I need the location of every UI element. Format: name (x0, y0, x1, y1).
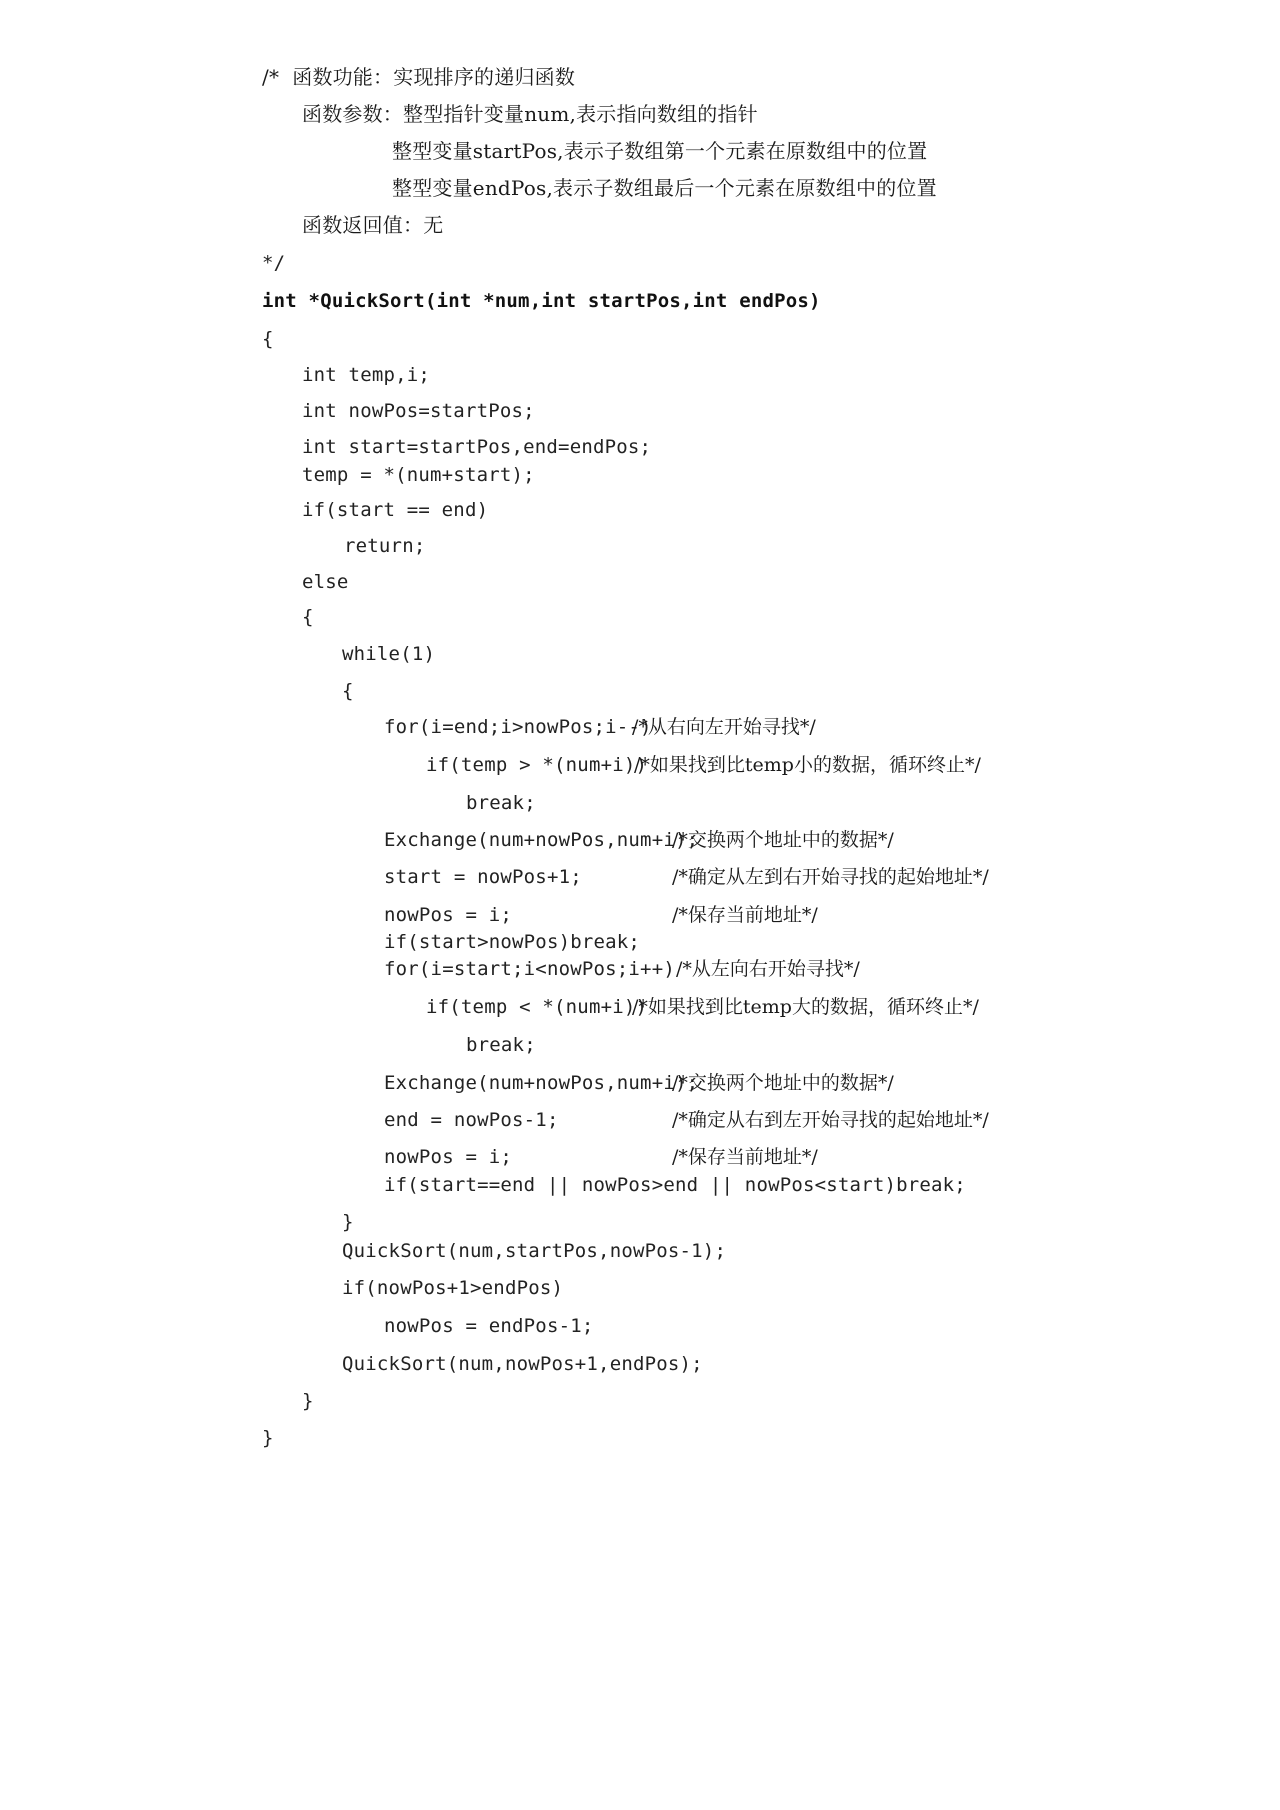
comment-for-left-to-right: /*从左向右开始寻找*/ (676, 958, 860, 980)
function-signature: int *QuickSort(int *num,int startPos,int endPos) (262, 290, 821, 312)
comment-param-endpos: 整型变量endPos,表示子数组最后一个元素在原数组中的位置 (392, 176, 937, 200)
code-line-if-break-1: if(start>nowPos)break; (384, 931, 641, 953)
code-line-break-2: break; (466, 1034, 536, 1056)
brace-close-else: } (302, 1390, 314, 1412)
code-line-if-equal: if(start == end) (302, 499, 489, 521)
brace-open-function: { (262, 328, 274, 350)
brace-close-function: } (262, 1427, 274, 1449)
brace-open-while: { (342, 680, 354, 702)
comment-for-right-to-left: /*从右向左开始寻找*/ (632, 716, 816, 738)
code-line-exchange-2: Exchange(num+nowPos,num+i); (384, 1072, 699, 1094)
code-line-if-larger: if(temp < *(num+i)) (426, 996, 648, 1018)
code-line-quicksort-right: QuickSort(num,nowPos+1,endPos); (342, 1353, 703, 1375)
code-line-start-set: start = nowPos+1; (384, 866, 582, 888)
code-line-for-right-to-left: for(i=end;i>nowPos;i--) (384, 716, 652, 738)
code-line-exchange-1: Exchange(num+nowPos,num+i); (384, 829, 699, 851)
comment-nowpos-1: /*保存当前地址*/ (672, 904, 818, 926)
code-line-decl-start-end: int start=startPos,end=endPos; (302, 436, 652, 458)
code-line-nowpos-3: nowPos = endPos-1; (384, 1315, 594, 1337)
comment-end-set: /*确定从右到左开始寻找的起始地址*/ (672, 1109, 989, 1131)
code-line-break-1: break; (466, 792, 536, 814)
comment-if-smaller: /*如果找到比temp小的数据，循环终止*/ (634, 754, 981, 776)
brace-open-else: { (302, 606, 314, 628)
code-line-for-left-to-right: for(i=start;i<nowPos;i++) (384, 958, 675, 980)
code-line-while: while(1) (342, 643, 436, 665)
comment-return-value: 函数返回值：无 (302, 213, 444, 237)
code-line-end-set: end = nowPos-1; (384, 1109, 559, 1131)
code-line-else: else (302, 571, 349, 593)
code-line-if-endpos: if(nowPos+1>endPos) (342, 1277, 564, 1299)
comment-param-startpos: 整型变量startPos,表示子数组第一个元素在原数组中的位置 (392, 139, 928, 163)
code-line-decl-temp: int temp,i; (302, 364, 431, 386)
comment-start-set: /*确定从左到右开始寻找的起始地址*/ (672, 866, 989, 888)
comment-if-larger: /*如果找到比temp大的数据，循环终止*/ (632, 996, 979, 1018)
code-line-nowpos-2: nowPos = i; (384, 1146, 513, 1168)
comment-exchange-2: /*交换两个地址中的数据*/ (672, 1072, 894, 1094)
comment-function-params: 函数参数：整型指针变量num,表示指向数组的指针 (302, 102, 758, 126)
code-line-decl-nowpos: int nowPos=startPos; (302, 400, 535, 422)
brace-close-while: } (342, 1211, 354, 1233)
comment-exchange-1: /*交换两个地址中的数据*/ (672, 829, 894, 851)
code-line-if-smaller: if(temp > *(num+i)) (426, 754, 648, 776)
code-line-assign-temp: temp = *(num+start); (302, 464, 535, 486)
comment-nowpos-2: /*保存当前地址*/ (672, 1146, 818, 1168)
comment-close: */ (262, 252, 286, 274)
code-line-return: return; (344, 535, 426, 557)
code-line-quicksort-left: QuickSort(num,startPos,nowPos-1); (342, 1240, 727, 1262)
code-line-nowpos-1: nowPos = i; (384, 904, 513, 926)
code-line-if-break-2: if(start==end || nowPos>end || nowPos<start)break; (384, 1174, 966, 1196)
comment-function-purpose: /* 函数功能：实现排序的递归函数 (262, 65, 576, 89)
